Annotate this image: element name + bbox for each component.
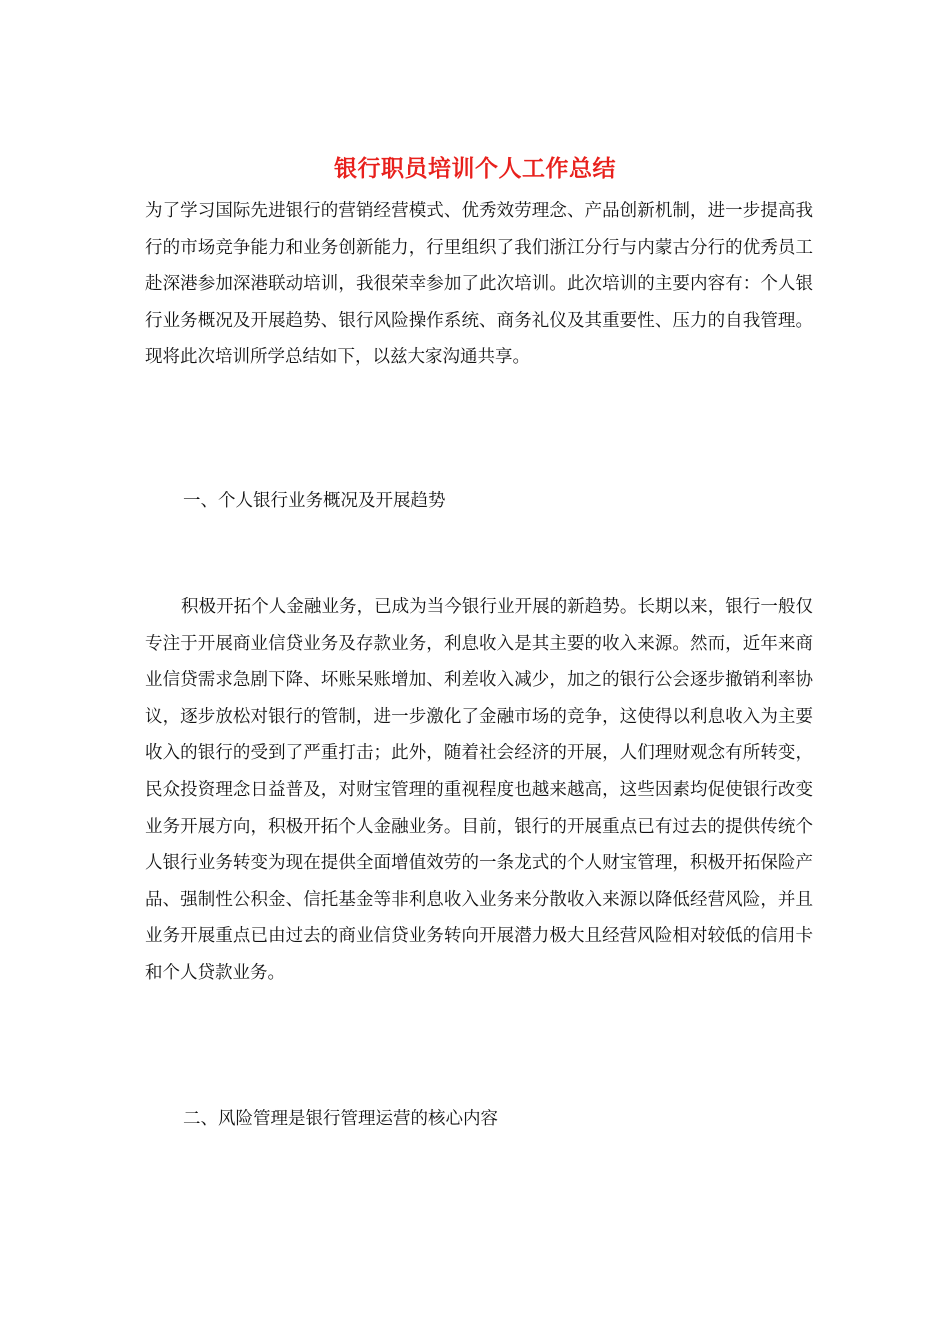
intro-paragraph: 为了学习国际先进银行的营销经营模式、优秀效劳理念、产品创新机制，进一步提高我行的市场竞争能力和业务创新能力，行里组织了我们浙江分行与内蒙古分行的优秀员工赴深港参加深港联动培训，我很荣幸参加了此次培训。此次培训的主要内容有：个人银行业务概况及开展趋势、银行风险操作系统、商务礼仪及其重要性、压力的自我管理。现将此次培训所学总结如下，以兹大家沟通共享。 bbox=[145, 201, 813, 368]
document-title: 银行职员培训个人工作总结 bbox=[334, 155, 616, 182]
section-2-heading: 二、风险管理是银行管理运营的核心内容 bbox=[183, 1109, 498, 1129]
section-1-heading: 一、个人银行业务概况及开展趋势 bbox=[183, 491, 446, 511]
section-1-paragraph: 积极开拓个人金融业务，已成为当今银行业开展的新趋势。长期以来，银行一般仅专注于开展商业信贷业务及存款业务，利息收入是其主要的收入来源。然而，近年来商业信贷需求急剧下降、坏账呆账增加、利差收入减少，加之的银行公会逐步撤销利率协议，逐步放松对银行的管制，进一步激化了金融市场的竞争，这使得以利息收入为主要收入的银行的受到了严重打击；此外，随着社会经济的开展，人们理财观念有所转变，民众投资理念日益普及，对财宝管理的重视程度也越来越高，这些因素均促使银行改变业务开展方向，积极开拓个人金融业务。目前，银行的开展重点已有过去的提供传统个人银行业务转变为现在提供全面增值效劳的一条龙式的个人财宝管理，积极开拓保险产品、强制性公积金、信托基金等非利息收入业务来分散收入来源以降低经营风险，并且业务开展重点已由过去的商业信贷业务转向开展潜力极大且经营风险相对较低的信用卡和个人贷款业务。 bbox=[145, 597, 813, 983]
